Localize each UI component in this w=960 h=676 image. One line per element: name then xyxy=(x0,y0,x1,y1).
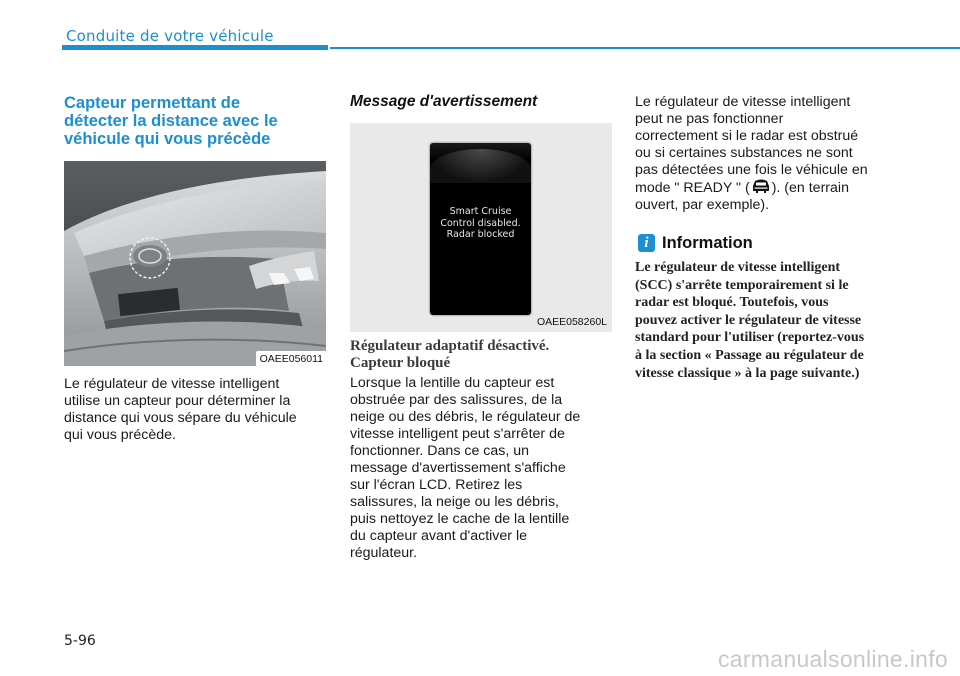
info-icon: i xyxy=(638,234,655,252)
lcd-warning-image xyxy=(350,123,612,332)
watermark: carmanualsonline.info xyxy=(717,646,948,672)
image-caption: OAEE056011 xyxy=(256,351,326,366)
image-caption: OAEE058260L xyxy=(533,314,610,329)
car-front-sensor-image xyxy=(64,161,326,366)
sensor-heading: Capteur permettant de détecter la distance avec le véhicule qui vous précède xyxy=(64,94,278,148)
ready-car-icon xyxy=(751,179,771,194)
lcd-message: Smart Cruise Control disabled. Radar blocked xyxy=(440,206,521,240)
sensor-description: Le régulateur de vitesse intelligent utilise un capteur pour déterminer la distance qui vous sépare du véhicule qui vous précède. xyxy=(64,376,297,443)
information-title: Information xyxy=(662,234,753,252)
header-rule-thick xyxy=(62,45,328,50)
radar-obstruction-text: Le régulateur de vitesse intelligent peut ne pas fonctionner correctement si le radar est obstrué ou si certaines substances ne sont pas détectées une fois le véhicule en mode " READY " ( ). (en terrain ouvert, par exemple). xyxy=(635,94,868,213)
lcd-screen xyxy=(430,143,531,315)
information-text: Le régulateur de vitesse intelligent (SCC) s'arrête temporairement si le radar est bloqué. Toutefois, vous pouvez activer le régulateur de vitesse standard pour l'utiliser (reportez-vous à la section « Passage au régulateur de vitesse classique » à la page suivante.) xyxy=(635,260,865,381)
scc-disabled-subheading: Régulateur adaptatif désactivé. Capteur bloqué xyxy=(350,338,550,371)
car-front-illustration xyxy=(64,161,326,366)
header-rule-thin xyxy=(330,47,960,49)
section-title: Conduite de votre véhicule xyxy=(66,27,274,45)
warning-message-heading: Message d'avertissement xyxy=(350,93,538,110)
page-number: 5-96 xyxy=(64,633,96,649)
sensor-blocked-description: Lorsque la lentille du capteur est obstruée par des salissures, de la neige ou des débris, le régulateur de vitesse intelligent peut s'arrêter de fonctionner. Dans ce cas, un message d'avertissement s'affiche sur l'écran LCD. Retirez les salissures, la neige ou les débris, puis nettoyez le cache de la lentille du capteur avant d'activer le régulateur. xyxy=(350,375,581,561)
